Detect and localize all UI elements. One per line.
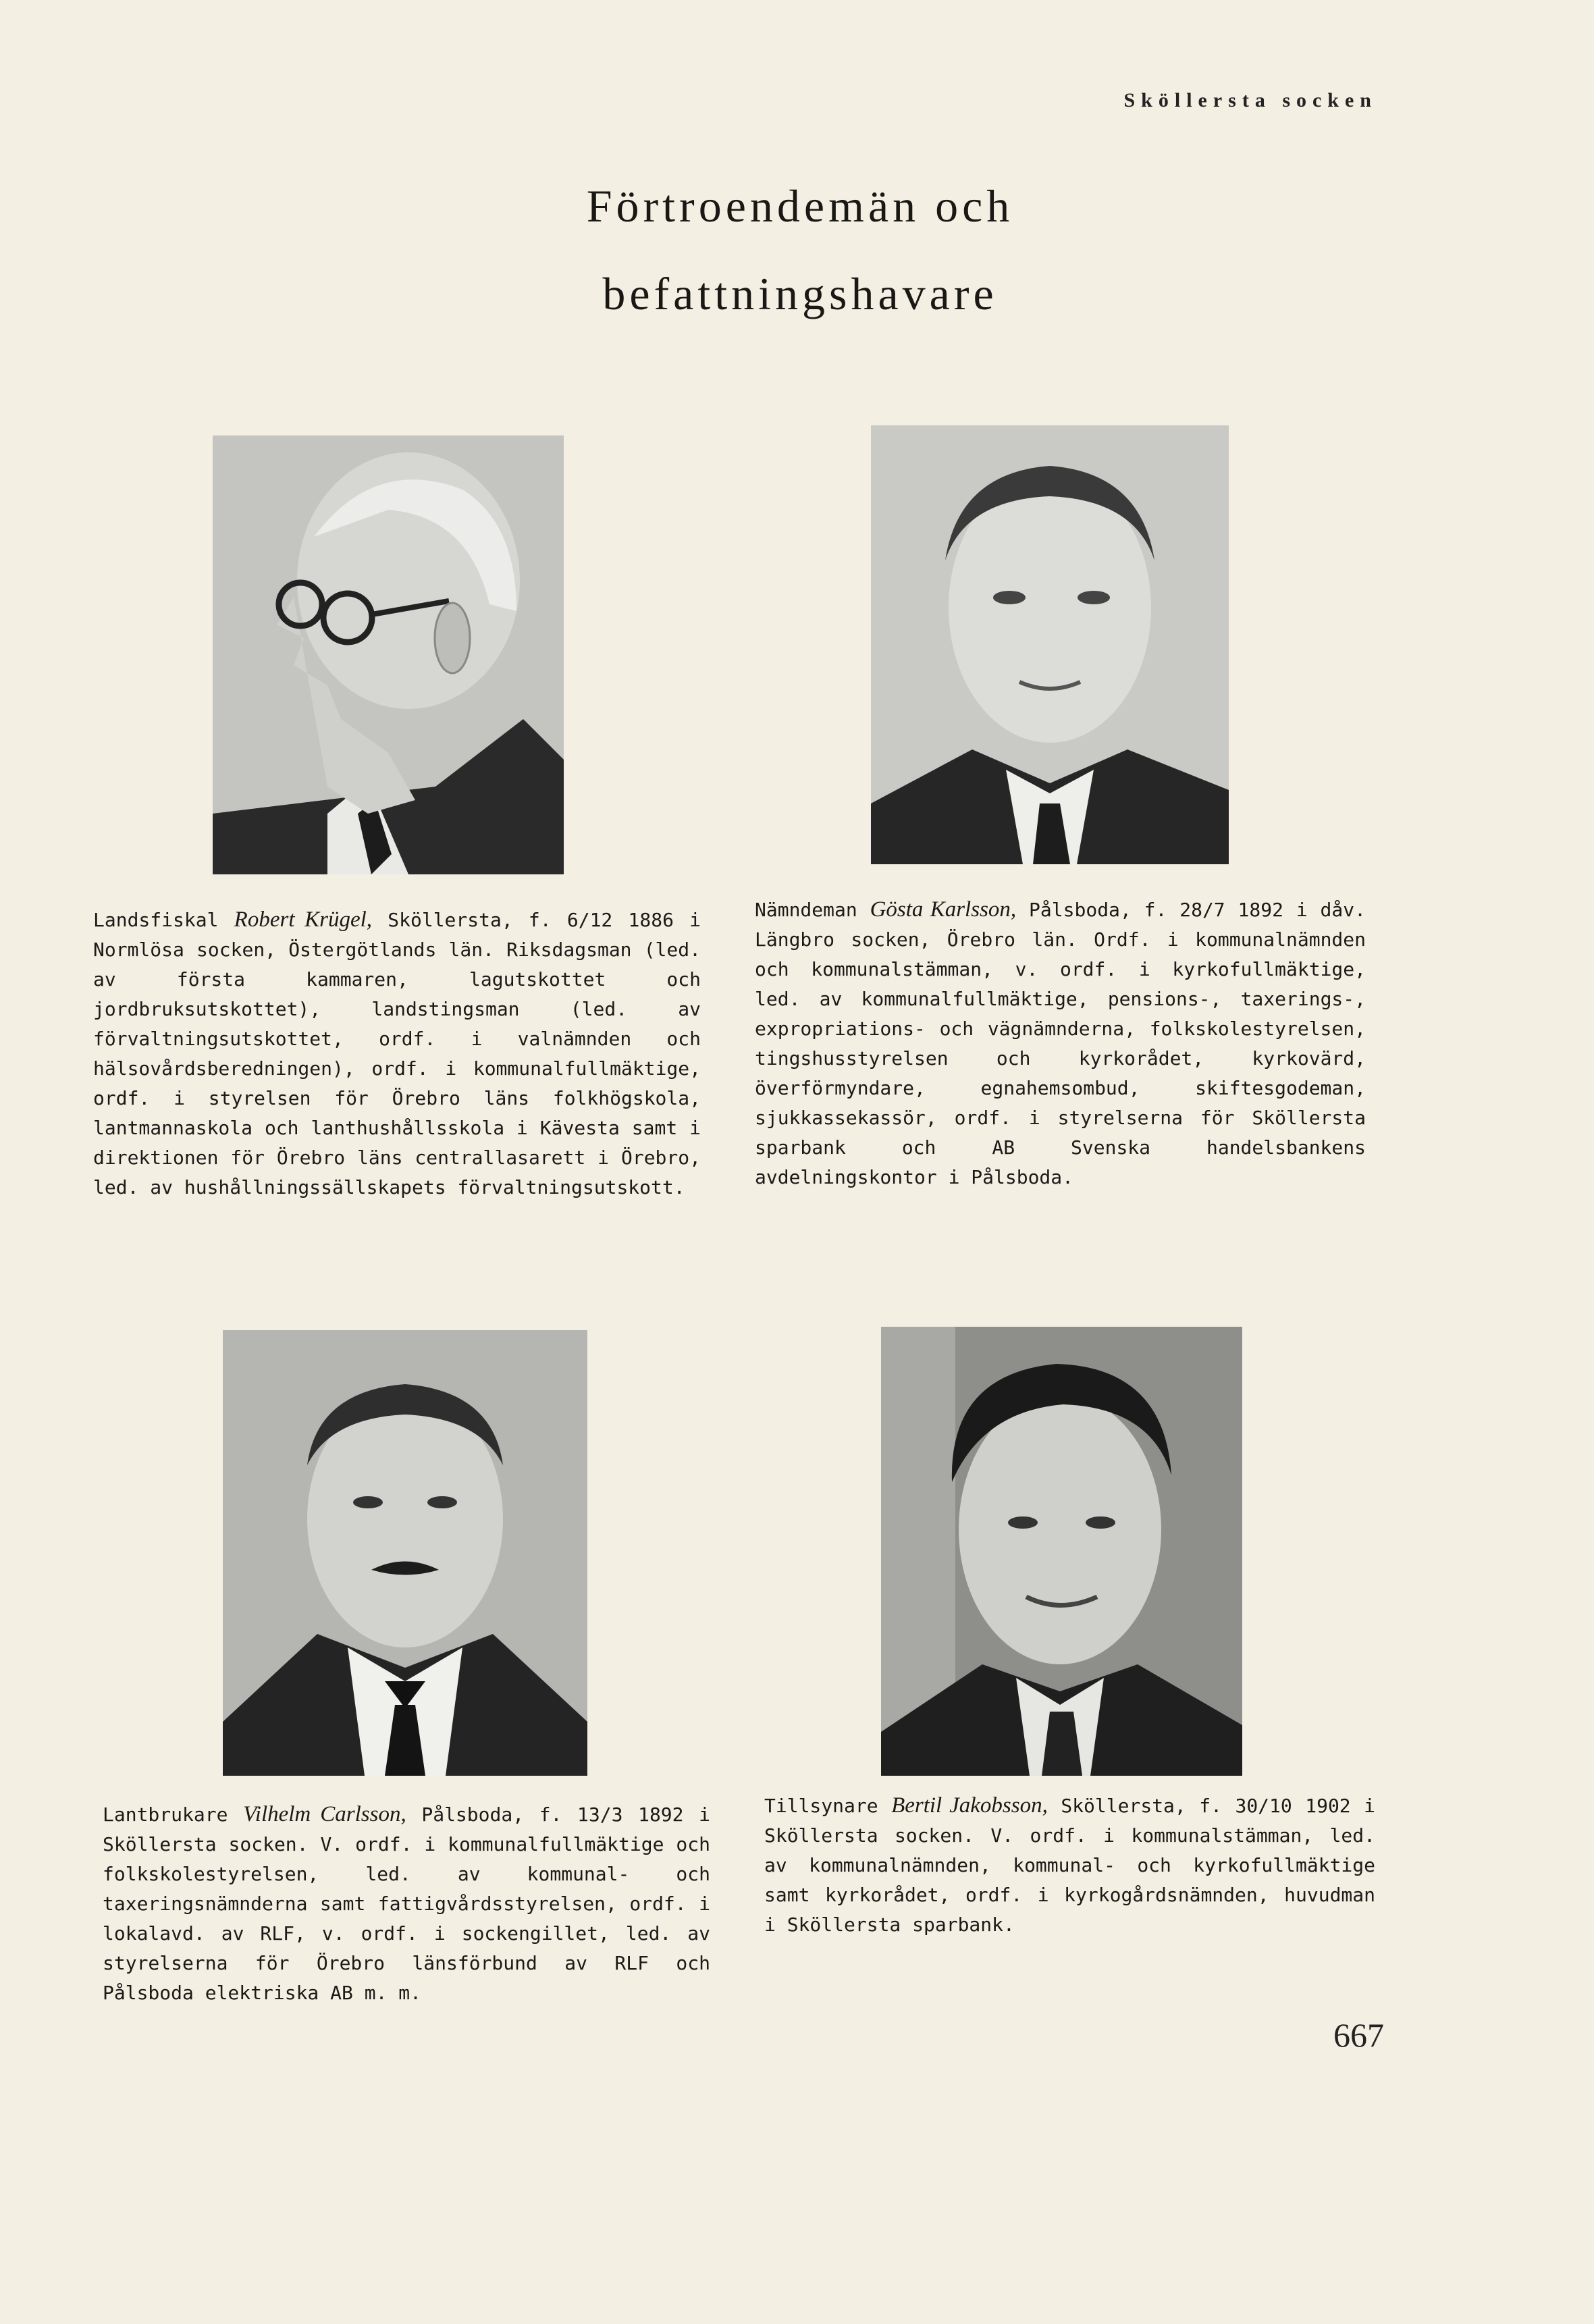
caption-4-text: Sköllersta, f. 30/10 1902 i Sköllersta socken. V. ordf. i kommunalstämman, led. av kommunalnämnden, kommunal- och kyrkofullmäktige samt kyrkorådet, ordf. i kyrkogårdsnämnden, huvudman i Sköllersta sparbank. (764, 1795, 1376, 1936)
caption-1-title: Landsfiskal (93, 909, 219, 931)
title-line-1: Förtroendemän och (586, 180, 1014, 232)
caption-1-name: Robert Krügel, (234, 907, 373, 932)
page-number: 667 (1333, 2016, 1384, 2054)
portrait-photo-1 (213, 435, 564, 874)
page-title (338, 162, 1263, 338)
caption-4 (764, 1791, 1375, 1940)
portrait-photo-2 (871, 425, 1229, 864)
caption-4-name: Bertil Jakobsson, (891, 1793, 1048, 1818)
caption-3-text: Pålsboda, f. 13/3 1892 i Sköllersta socken. V. ordf. i kommunalfullmäktige och folkskolestyrelsen, led. av kommunal- och taxeringsnämnderna samt fattigvårdsstyrelsen, ordf. i lokalavd. av RLF, v. ordf. i sockengillet, led. av styrelserna för Örebro länsförbund av RLF och Pålsboda elektriska AB m. m. (103, 1803, 710, 2004)
running-head: Sköllersta socken (1123, 89, 1377, 111)
portrait-photo-4 (881, 1327, 1242, 1776)
caption-4-title: Tillsynare (764, 1795, 878, 1817)
caption-1 (93, 905, 701, 1203)
caption-2-name: Gösta Karlsson, (870, 897, 1017, 922)
caption-2 (755, 895, 1366, 1192)
caption-3 (103, 1799, 710, 2008)
caption-1-text: Sköllersta, f. 6/12 1886 i Normlösa socken, Östergötlands län. Riksdagsman (led. av första kammaren, lagutskottet och jordbruksutskottet), landstingsman (led. av förvaltningsutskottet, ordf. i valnämnden och hälsovårdsberedningen), ordf. i kommunalfullmäktige, ordf. i styrelsen för Örebro läns folkhögskola, lantmannaskola och lanthushållsskola i Kävesta samt i direktionen för Örebro läns centrallasarett i Örebro, led. av hushållningssällskapets förvaltningsutskott. (93, 909, 701, 1198)
caption-2-text: Pålsboda, f. 28/7 1892 i dåv. Längbro socken, Örebro län. Ordf. i kommunalnämnden och kommunalstämman, v. ordf. i kyrkofullmäktige, led. av kommunalfullmäktige, pensions-, taxerings-, expropriations- och vägnämnderna, folkskolestyrelsen, tingshusstyrelsen och kyrkorådet, kyrkovärd, överförmyndare, egnahemsombud, skiftesgodeman, sjukkassekassör, ordf. i styrelserna för Sköllersta sparbank och AB Svenska handelsbankens avdelningskontor i Pålsboda. (755, 899, 1366, 1188)
caption-2-title: Nämndeman (755, 899, 857, 921)
caption-3-name: Vilhelm Carlsson, (243, 1802, 406, 1826)
caption-3-title: Lantbrukare (103, 1803, 228, 1826)
title-line-2: befattningshavare (602, 268, 998, 319)
portrait-photo-3 (223, 1330, 587, 1776)
